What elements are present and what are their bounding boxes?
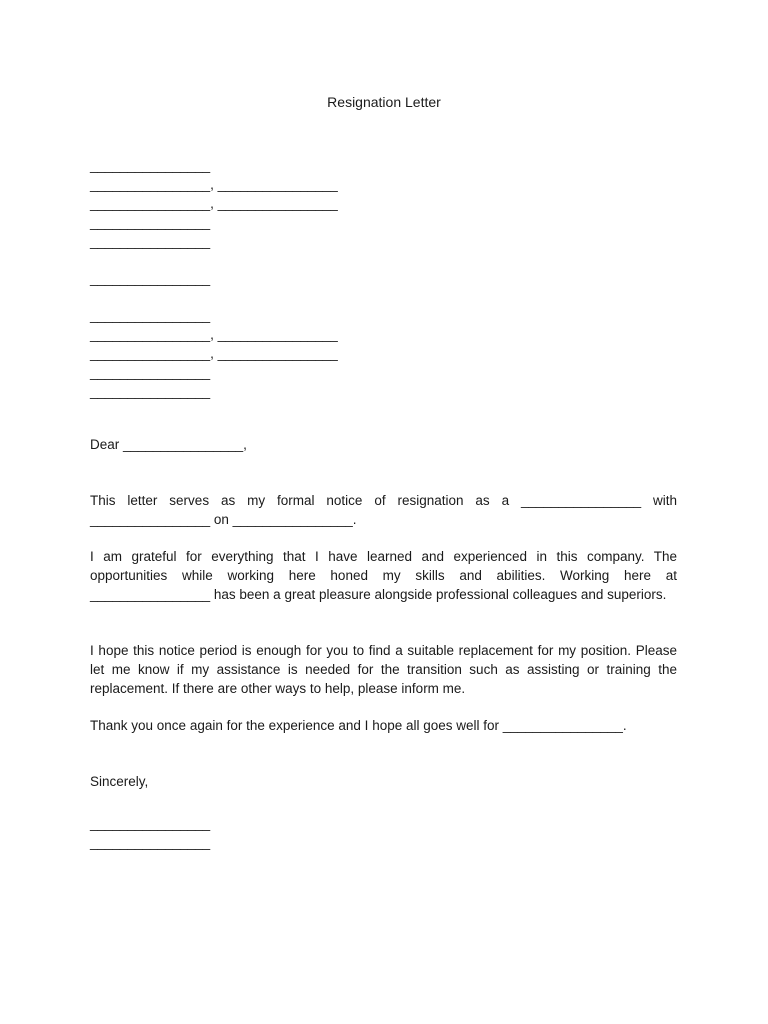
signature-line-1: ________________ [90,816,211,831]
paragraph-notice: This letter serves as my formal notice of resignation as a ________________ with ________________ on ________________. [90,493,677,527]
recipient-address-line-1: ________________ [90,308,211,323]
recipient-address-line-5: ________________ [90,384,211,399]
recipient-address-line-4: ________________ [90,365,211,380]
recipient-address-line-2: ________________, ________________ [90,327,338,342]
paragraph-gratitude: I am grateful for everything that I have learned and experienced in this company. The opportunities while working here honed my skills and abilities. Working here at ________________ has been a great pleasure alongside professional colleagues and superiors. [90,549,677,602]
salutation: Dear ________________, [90,437,247,452]
sender-address-line-3: ________________, ________________ [90,196,338,211]
sender-address-line-2: ________________, ________________ [90,177,338,192]
recipient-address-line-3: ________________, ________________ [90,346,338,361]
date-line: ________________ [90,271,211,286]
closing: Sincerely, [90,774,149,789]
sender-address-line-5: ________________ [90,234,211,249]
sender-address-line-1: ________________ [90,158,211,173]
paragraph-thanks: Thank you once again for the experience and I hope all goes well for ________________. [90,718,627,733]
sender-address-line-4: ________________ [90,215,211,230]
page-title: Resignation Letter [327,94,441,110]
paragraph-transition: I hope this notice period is enough for you to find a suitable replacement for my position. Please let me know if my assistance is needed for the transition such as assisting or training the replacement. If there are other ways to help, please inform me. [90,643,677,696]
signature-line-2: ________________ [90,835,211,850]
